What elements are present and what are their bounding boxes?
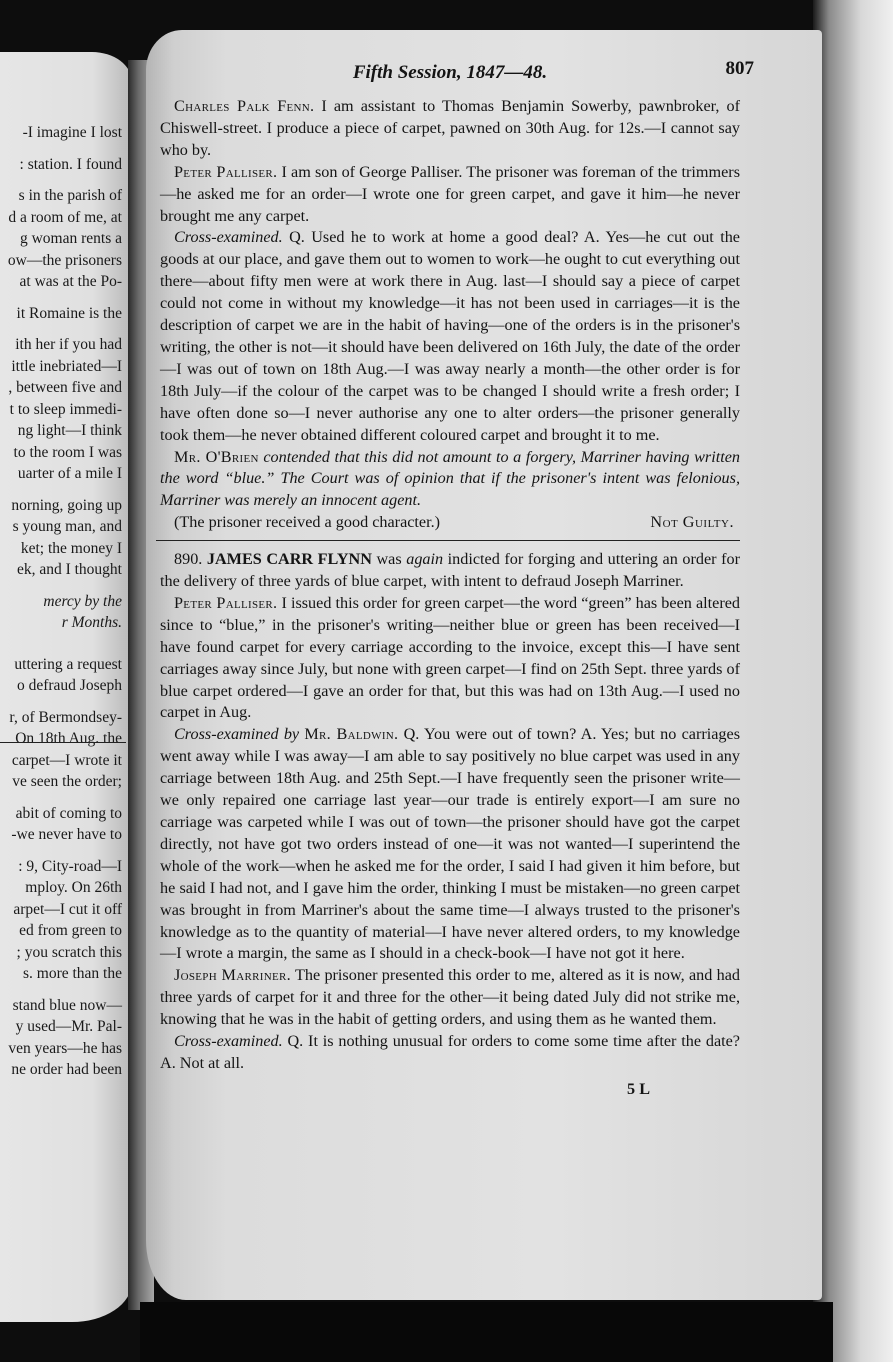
left-line-gap	[8, 581, 122, 591]
left-page-line: ven years—he has	[8, 1039, 122, 1057]
left-page-line: r Months.	[61, 614, 122, 631]
left-line-gap	[8, 697, 122, 707]
left-page-line: y used—Mr. Pal-	[15, 1018, 122, 1035]
bottom-shadow	[140, 1302, 833, 1362]
left-page-line: t to sleep immedi-	[9, 400, 122, 418]
left-page-line: stand blue now—	[12, 996, 122, 1014]
left-page-line: s young man, and	[12, 518, 122, 535]
case-text: indicted for forging and uttering an order for the delivery of three yards of blue carpet, with intent to defraud Joseph Marriner.	[160, 550, 740, 591]
left-line-gap	[8, 324, 122, 334]
left-page-line: s. more than the	[22, 965, 122, 982]
cross-examined-label: Cross-examined.	[174, 1032, 283, 1051]
left-page-line: -I imagine I lost	[22, 124, 122, 141]
right-page	[146, 30, 822, 1300]
left-line-gap	[8, 485, 122, 495]
left-page-line: : station. I found	[19, 155, 122, 173]
background-edge	[813, 0, 893, 1362]
left-page-line: it Romaine is the	[16, 304, 122, 322]
testimony-paragraph	[160, 593, 740, 724]
ruling-text: contended that this did not amount to a forgery, Marriner having written the word “blue.” The Court was of opinion that if the prisoner's intent was felonious, Marriner was merely an innocent agent.	[160, 447, 740, 510]
testimony-text: Q. Used he to work at home a good deal? A. Yes—he cut out the goods at our place, and gave them out to women to work—he ought to cut everything out there—about fifty men were at work there in Aug. last—I should say a piece of carpet could not come in without my knowledge—it has not been used in carriages—it is the description of carpet we are in the habit of having—one of the orders is in the prisoner's writing, the other is not—it should have been delivered on 16th July, the date of the order—I was out of town on 18th Aug.—I was away nearly a month—the other order is for 18th July—if the colour of the carpet was to be changed I should write a fresh order; I have often done so—I never authorise any one to alter orders—the prisoner generally took them—he never obtained different coloured carpet and brought it to me.	[160, 228, 740, 444]
left-line-gap	[8, 985, 122, 995]
page-number: 807	[725, 58, 754, 79]
testimony-text: Q. It is nothing unusual for orders to come some time after the date? A. Not at all.	[160, 1032, 740, 1072]
testimony-text: I issued this order for green carpet—the word “green” has been altered since to “blue,” in the prisoner's writing—neither blue or green has been received—I have found carpet for every carriage according to the invoice, except this—I have sent carriages away since July, but none with green carpet—I find on 25th Sept. three yards of blue carpet ordered—I gave an order for that, but this was had on 13th Aug.—I used no carpet in Aug.	[160, 593, 740, 722]
character-note: (The prisoner received a good character.)	[174, 513, 441, 532]
page-header	[160, 58, 754, 90]
defendant-name: JAMES CARR FLYNN	[206, 550, 372, 569]
case-divider	[156, 540, 740, 541]
left-page-line: ith her if you had	[15, 336, 122, 353]
left-page-line: r, of Bermondsey-	[9, 708, 122, 726]
left-page-line: ek, and I thought	[16, 561, 122, 578]
speaker-name: Peter Palliser.	[174, 162, 278, 181]
case-heading	[160, 549, 740, 593]
left-page-line: carpet—I wrote it	[11, 751, 122, 769]
left-page-line: ed from green to	[19, 922, 122, 939]
left-page-line: ne order had been	[11, 1061, 122, 1078]
left-page-line: : 9, City-road—I	[18, 857, 122, 875]
left-page-rule	[0, 742, 126, 743]
left-page-line: d a room of me, at	[8, 208, 122, 226]
left-page-line: o defraud Joseph	[16, 677, 122, 694]
left-line-gap	[8, 846, 122, 856]
case-text: was	[371, 550, 407, 569]
testimony-paragraph	[160, 724, 740, 965]
left-page-line: ow—the prisoners	[7, 251, 122, 269]
page-content	[160, 58, 754, 1101]
testimony-text: Q. You were out of town? A. Yes; but no carriages went away while I was away—I am able to say positively no blue carpet was used in any carriage between 18th Aug. and 25th Sept.—I have frequently seen the prisoner write—we only repaired one carriage last year—our trade is entirely export—I am sure no carriage was carpeted while I was out of town—the prisoner should have got the carpet directly, not have got two orders instead of one—it was not wanted—I superintend the whole of the work—when he asked me for the order, I said I had given it him before, but he said I had not, and I gave him the order, thinking I must be mistaken—no green carpet was brought in from Marriner's about the same time—I always trusted to the prisoner's knowledge as to the quantity of material—I have never altered orders, to my knowledge—I wrote a margin, the same as I should in a check-book—I have not got it here.	[160, 725, 740, 963]
signature-mark: 5 L	[627, 1079, 650, 1098]
left-page	[0, 52, 132, 1322]
left-line-gap	[8, 634, 122, 644]
left-page-line: abit of coming to	[15, 804, 122, 822]
left-page-line: ittle inebriated—I	[11, 357, 122, 375]
left-page-line: ng light—I think	[17, 422, 122, 439]
testimony-paragraph	[160, 1031, 740, 1075]
left-page-line: , between five and	[8, 379, 122, 396]
left-page-line: ket; the money I	[20, 539, 122, 557]
left-page-line: mercy by the	[43, 592, 122, 610]
verdict: Not Guilty.	[650, 513, 734, 532]
left-page-line: On 18th Aug. the	[15, 730, 122, 747]
left-line-gap	[8, 175, 122, 185]
left-line-gap	[8, 793, 122, 803]
left-line-gap	[8, 144, 122, 154]
session-title: Fifth Session, 1847—48.	[352, 62, 548, 83]
case-again: again	[406, 550, 444, 569]
left-page-line: arpet—I cut it off	[13, 900, 122, 918]
testimony-text: The prisoner presented this order to me, altered as it is now, and had three yards of carpet for it and three for the other—it being dated July did not strike me, knowing that he was in the habit of getting orders, and using them as he wanted them.	[160, 966, 740, 1029]
left-page-line: mploy. On 26th	[25, 879, 122, 896]
testimony-text: I am son of George Palliser. The prisoner was foreman of the trimmers—he asked me for an order—I wrote one for green carpet, and gave it him—he never brought me any carpet.	[160, 162, 740, 225]
speaker-name: Peter Palliser.	[174, 593, 278, 612]
testimony-paragraph	[160, 227, 740, 446]
left-page-text	[8, 122, 122, 1081]
court-ruling-paragraph	[160, 447, 740, 513]
speaker-name: Charles Palk Fenn.	[174, 97, 315, 115]
counsel-name: Mr. O'Brien	[174, 447, 259, 466]
left-page-line: g woman rents a	[19, 230, 122, 247]
testimony-paragraph	[160, 162, 740, 228]
left-page-line: norning, going up	[11, 496, 122, 514]
left-page-line: to the room I was	[13, 443, 122, 461]
counsel-name: Mr. Baldwin.	[304, 725, 399, 744]
left-line-gap	[8, 293, 122, 303]
left-page-line: s in the parish of	[18, 187, 122, 204]
testimony-paragraph	[160, 96, 740, 162]
verdict-row	[160, 512, 740, 534]
left-page-line: -we never have to	[11, 826, 122, 843]
testimony-text: I am assistant to Thomas Benjamin Sowerby, pawnbroker, of Chiswell-street. I produce a piece of carpet, pawned on 30th Aug. for 12s.—I cannot say who by.	[160, 97, 740, 159]
left-page-line: uttering a request	[14, 655, 122, 673]
cross-examined-label: Cross-examined by	[174, 725, 300, 744]
case-number: 890.	[174, 550, 203, 569]
left-page-line: ; you scratch this	[16, 943, 122, 961]
left-page-line: ve seen the order;	[12, 773, 122, 790]
left-page-line: at was at the Po-	[19, 273, 122, 290]
left-page-line: uarter of a mile I	[17, 465, 122, 482]
testimony-paragraph	[160, 965, 740, 1031]
speaker-name: Joseph Marriner.	[174, 966, 291, 985]
left-line-gap	[8, 644, 122, 654]
cross-examined-label: Cross-examined.	[174, 228, 283, 247]
